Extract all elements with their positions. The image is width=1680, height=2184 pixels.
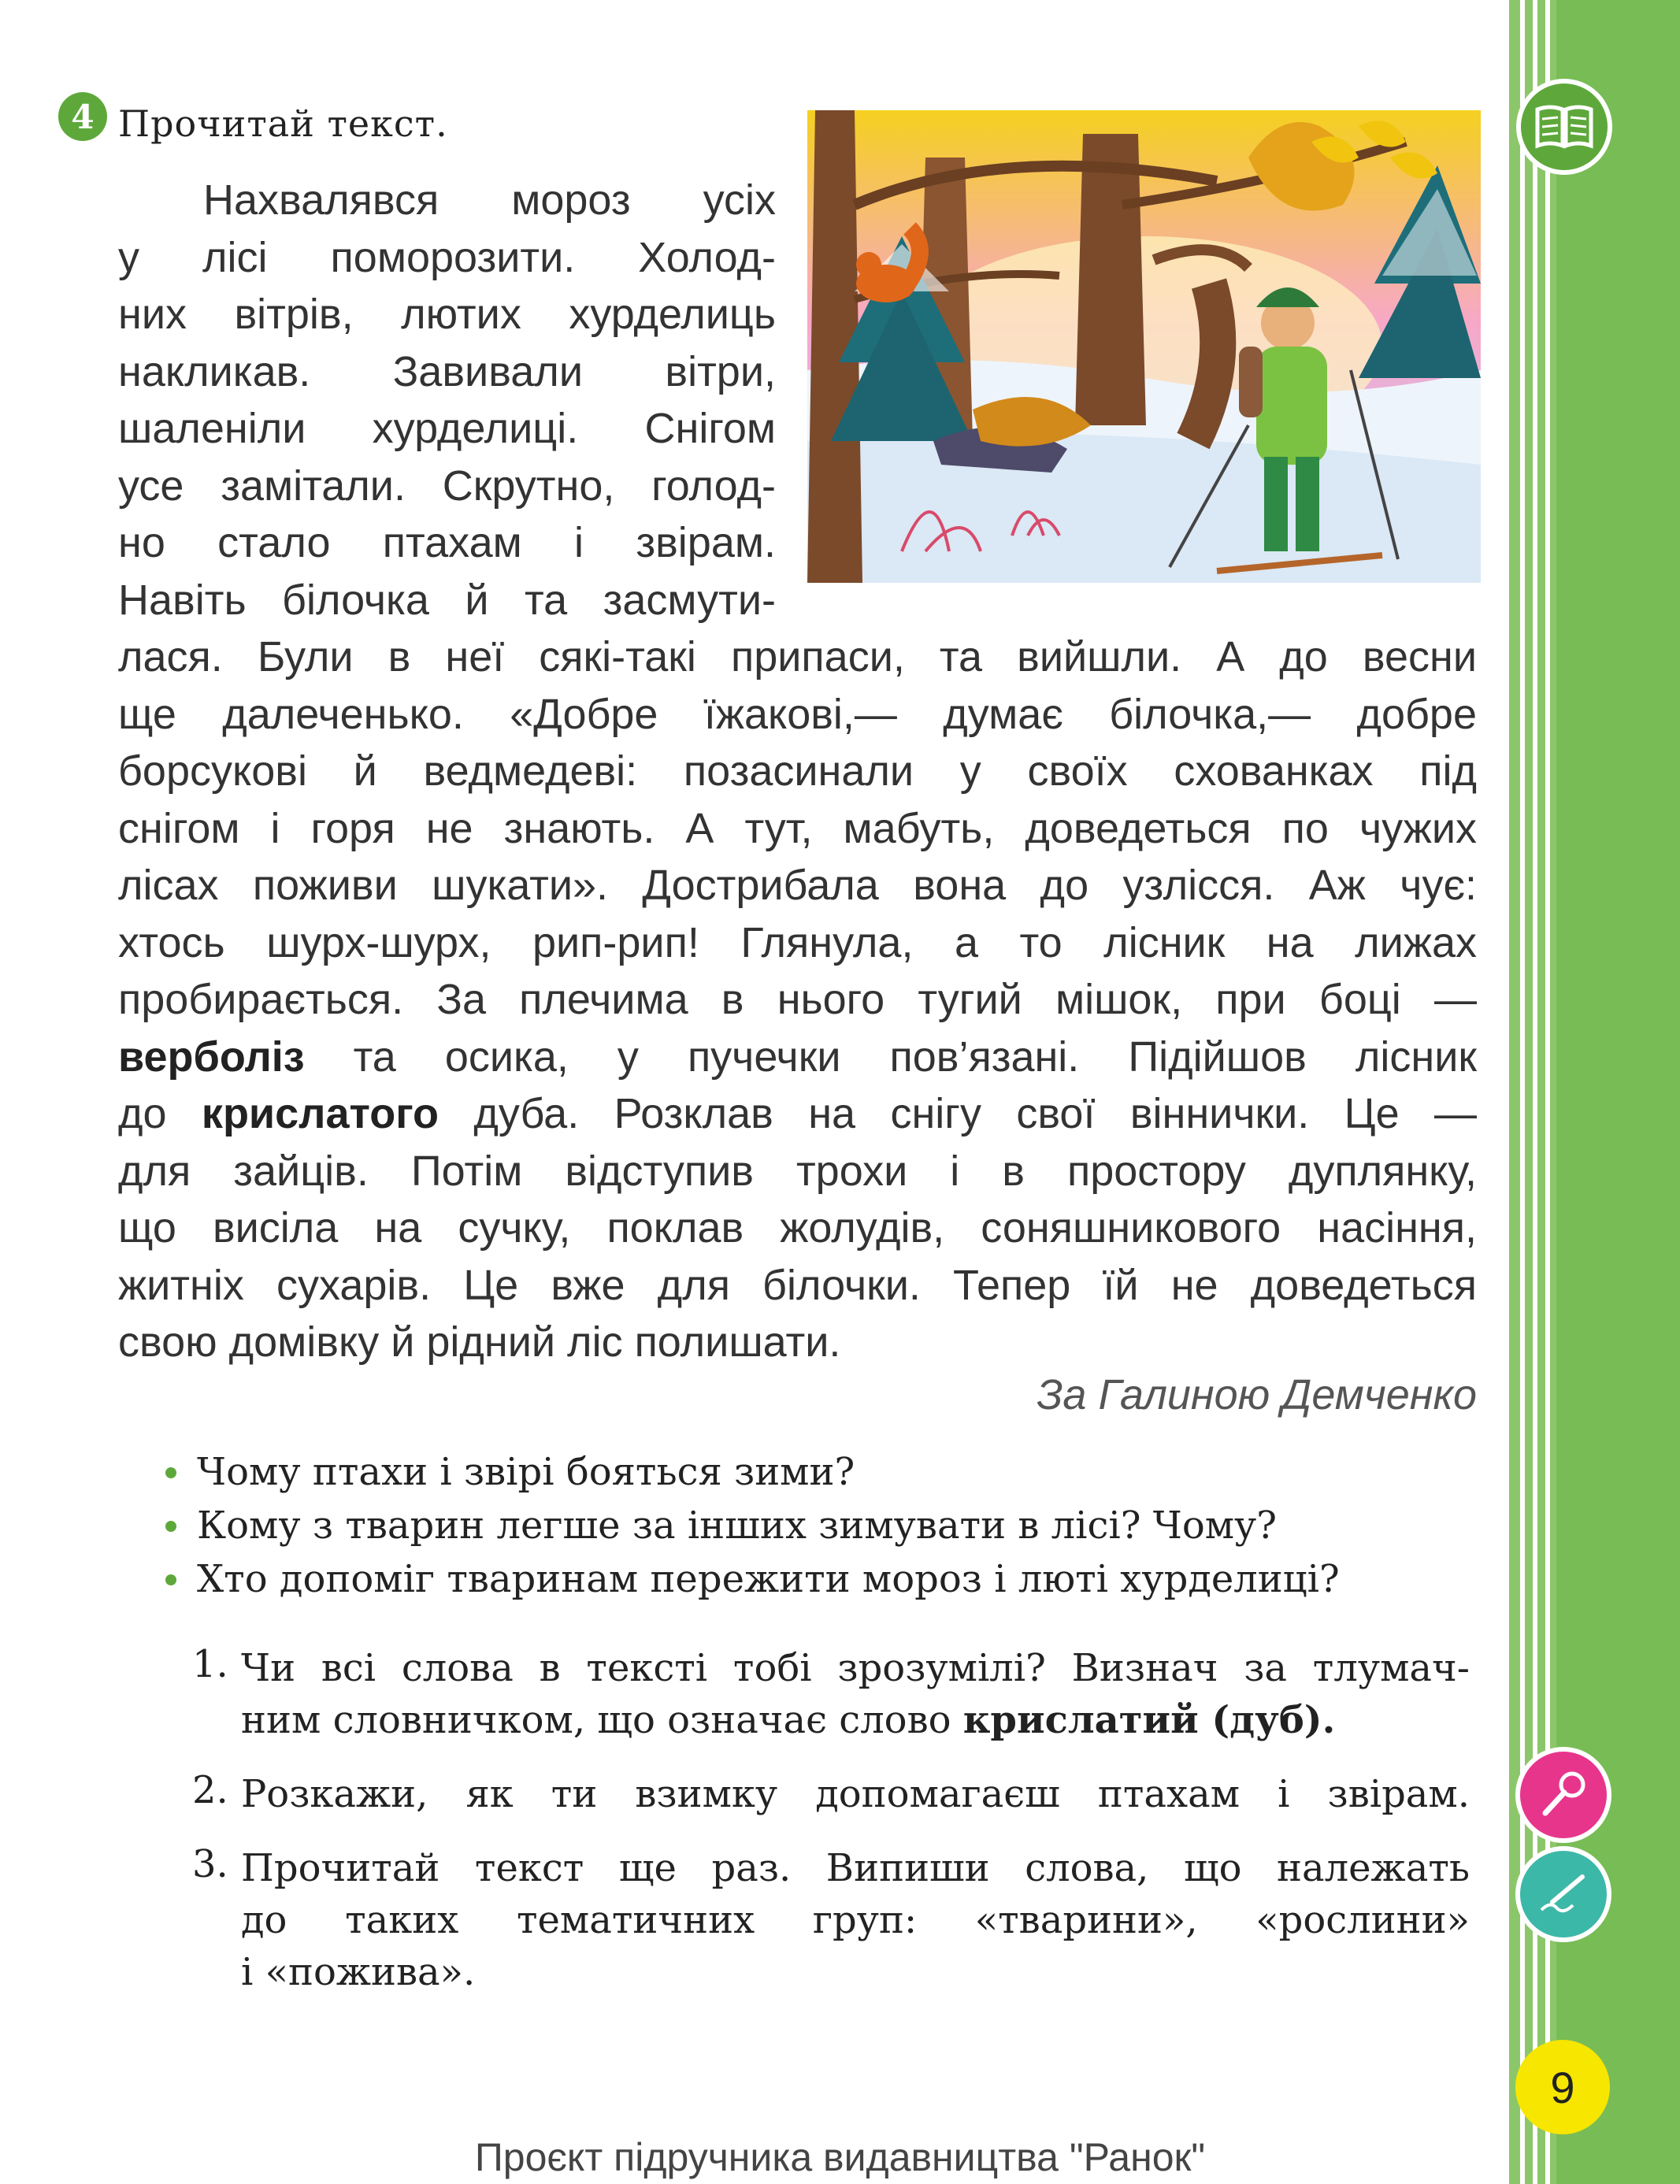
task-text bbox=[194, 1694, 1470, 1746]
story-line: ще далеченько. «Добре їжакові,— думає білочка,— добре bbox=[118, 690, 1477, 738]
task-text-part: ним словничком, що означає слово bbox=[241, 1698, 963, 1742]
footer-note: Проєкт підручника видавництва "Ранок" bbox=[474, 2135, 1206, 2179]
task-text: Розкажи, як ти взимку допомагаєш птахам і звірам. bbox=[241, 1772, 1470, 1816]
page-number: 9 bbox=[1515, 2040, 1610, 2134]
task-item-number: 2. bbox=[192, 1768, 228, 1812]
story-line: борсукові й ведмедеві: позасинали у своїх схованках під bbox=[118, 747, 1477, 795]
winter-forest-illustration bbox=[807, 110, 1481, 583]
story-line: житніх сухарів. Це вже для білочки. Тепер їй не доведеться bbox=[118, 1261, 1477, 1309]
story-wide-column bbox=[118, 629, 1477, 1371]
task-text: Чи всі слова в тексті тобі зрозумілі? Визнач за тлумач- bbox=[241, 1646, 1470, 1690]
story-line: що висіла на сучку, поклав жолудів, соняшникового насіння, bbox=[118, 1204, 1477, 1251]
story-line: у лісі поморозити. Холод- bbox=[118, 233, 776, 281]
task-text: Прочитай текст ще раз. Випиши слова, що належать bbox=[241, 1846, 1470, 1890]
story-line: пробирається. За плечима в нього тугий мішок, при боці — bbox=[118, 976, 1477, 1023]
story-text: та осика, у пучечки пов’язані. Підійшов лісник bbox=[304, 1033, 1477, 1081]
bold-word: верболіз bbox=[118, 1033, 305, 1081]
story-line bbox=[118, 1085, 1477, 1143]
task-number-badge: 4 bbox=[58, 92, 107, 141]
story-line: но стало птахам і звірам. bbox=[118, 519, 776, 566]
story-line: для зайців. Потім відступив трохи і в простору дуплянку, bbox=[118, 1147, 1477, 1195]
task-list bbox=[194, 1642, 1470, 2020]
task-text-part: (дуб). bbox=[1198, 1698, 1336, 1742]
task-item bbox=[194, 1842, 1470, 1998]
task-text: до таких тематичних груп: «тварини», «рослини» bbox=[241, 1898, 1470, 1942]
task-item bbox=[194, 1642, 1470, 1746]
story-line bbox=[118, 1029, 1477, 1086]
task-text: і «пожива». bbox=[241, 1950, 476, 1994]
story-line: свою домівку й рідний ліс полишати. bbox=[118, 1318, 841, 1366]
question-item: Чому птахи і звірі бояться зими? bbox=[197, 1445, 1473, 1499]
task-title: Прочитай текст. bbox=[118, 102, 448, 145]
pen-icon bbox=[1515, 1846, 1611, 1942]
task-item-number: 1. bbox=[192, 1642, 228, 1686]
story-line: лася. Були в неї сякі-такі припаси, та вийшли. А до весни bbox=[118, 633, 1477, 680]
bold-word: крислатого bbox=[201, 1090, 439, 1137]
book-icon bbox=[1516, 79, 1612, 175]
story-line: хтось шурх-шурх, рип-рип! Глянула, а то лісник на лижах bbox=[118, 918, 1477, 966]
story-line: них вітрів, лютих хурделиць bbox=[118, 291, 776, 338]
microphone-icon bbox=[1515, 1747, 1611, 1843]
task-item bbox=[194, 1768, 1470, 1820]
story-line: шаленіли хурделиці. Снігом bbox=[118, 405, 776, 452]
stripe-line bbox=[1520, 0, 1525, 2184]
question-item: Хто допоміг тваринам пережити мороз і люті хурделиці? bbox=[197, 1552, 1473, 1606]
task-item-number: 3. bbox=[192, 1842, 228, 1886]
story-line: накликав. Завивали вітри, bbox=[118, 347, 776, 395]
story-line: лісах поживи шукати». Дострибала вона до узлісся. Аж чує: bbox=[118, 862, 1477, 909]
story-line: снігом і горя не знають. А тут, мабуть, доведеться по чужих bbox=[118, 804, 1477, 852]
story-author: За Галиною Демченко bbox=[1037, 1371, 1477, 1418]
story-line: Нахвалявся мороз усіх bbox=[203, 176, 776, 224]
question-item: Кому з тварин легше за інших зимувати в лісі? Чому? bbox=[197, 1499, 1473, 1552]
story-line: усе замітали. Скрутно, голод- bbox=[118, 462, 776, 510]
story-text: дуба. Розклав на снігу свої віннички. Це — bbox=[438, 1090, 1477, 1137]
story-narrow-column bbox=[118, 172, 776, 629]
story-text: до bbox=[118, 1090, 202, 1137]
question-list bbox=[197, 1445, 1473, 1606]
bold-word: крислатий bbox=[962, 1698, 1199, 1742]
story-line: Навіть білочка й та засмути- bbox=[118, 576, 776, 624]
